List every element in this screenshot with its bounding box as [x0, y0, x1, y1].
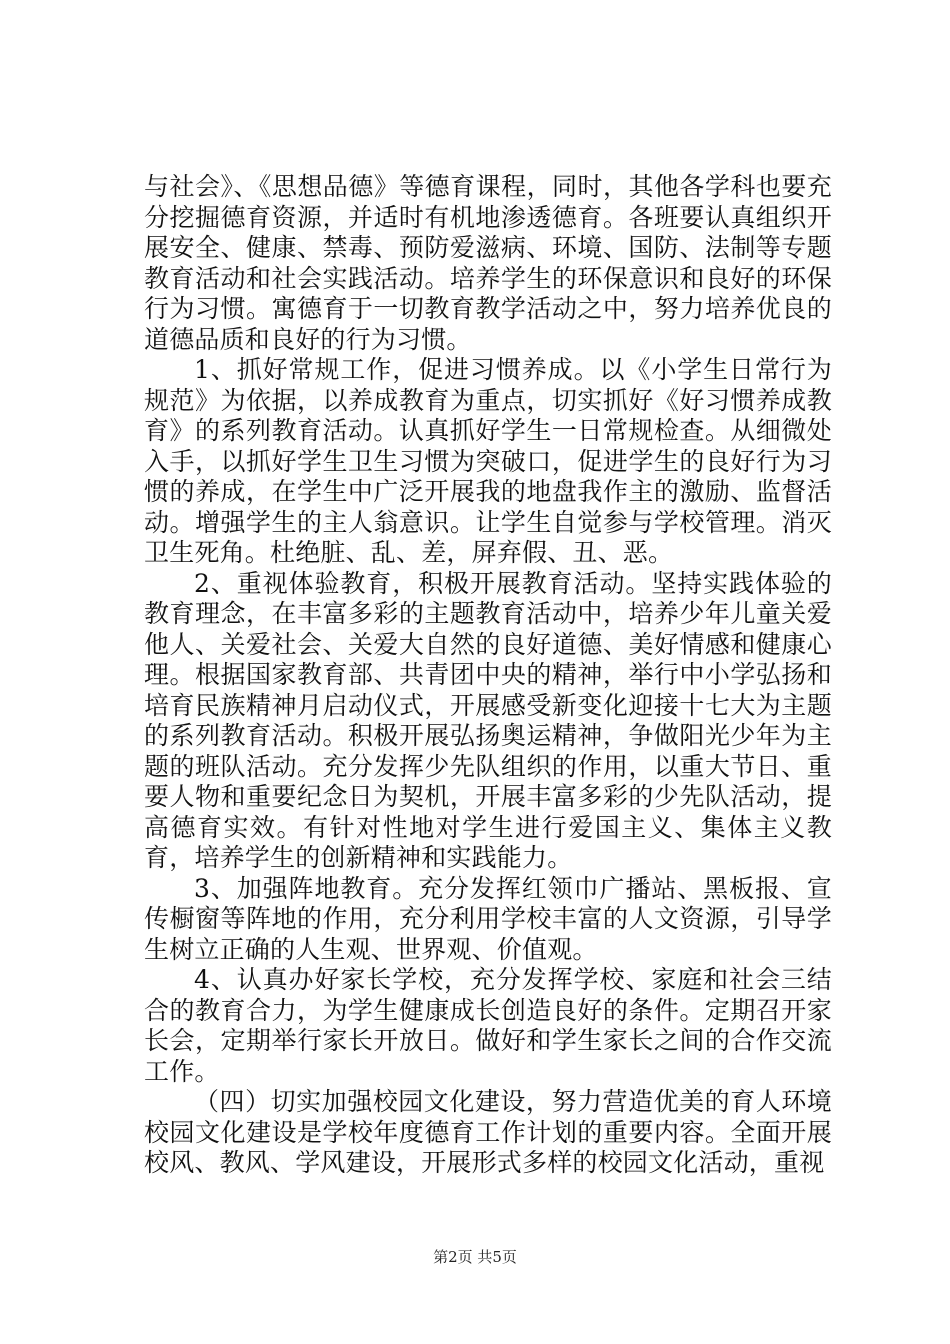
- paragraph-item-4: 4、认真办好家长学校，充分发挥学校、家庭和社会三结合的教育合力，为学生健康成长创造良好的条件。定期召开家长会，定期举行家长开放日。做好和学生家长之间的合作交流工作。: [144, 965, 832, 1086]
- paragraph-continuation: 与社会》、《思想品德》等德育课程，同时，其他各学科也要充分挖掘德育资源，并适时有机地渗透德育。各班要认真组织开展安全、健康、禁毒、预防爱滋病、环境、国防、法制等专题教育活动和社会实践活动。培养学生的环保意识和良好的环保行为习惯。寓德育于一切教育教学活动之中，努力培养优良的道德品质和良好的行为习惯。: [144, 172, 832, 354]
- paragraph-item-3: 3、加强阵地教育。充分发挥红领巾广播站、黑板报、宣传橱窗等阵地的作用，充分利用学校丰富的人文资源，引导学生树立正确的人生观、世界观、价值观。: [144, 873, 832, 964]
- paragraph-item-2: 2、重视体验教育，积极开展教育活动。坚持实践体验的教育理念，在丰富多彩的主题教育活动中，培养少年儿童关爱他人、关爱社会、关爱大自然的良好道德、美好情感和健康心理。根据国家教育部、共青团中央的精神，举行中小学弘扬和培育民族精神月启动仪式，开展感受新变化迎接十七大为主题的系列教育活动。积极开展弘扬奥运精神，争做阳光少年为主题的班队活动。充分发挥少先队组织的作用，以重大节日、重要人物和重要纪念日为契机，开展丰富多彩的少先队活动，提高德育实效。有针对性地对学生进行爱国主义、集体主义教育，培养学生的创新精神和实践能力。: [144, 568, 832, 872]
- document-body: [144, 172, 832, 1179]
- paragraph-section-4: （四）切实加强校园文化建设，努力营造优美的育人环境校园文化建设是学校年度德育工作计划的重要内容。全面开展校风、教风、学风建设，开展形式多样的校园文化活动，重视: [144, 1087, 832, 1177]
- paragraph-item-1: 1、抓好常规工作，促进习惯养成。以《小学生日常行为规范》为依据，以养成教育为重点，切实抓好《好习惯养成教育》的系列教育活动。认真抓好学生一日常规检查。从细微处入手，以抓好学生卫生习惯为突破口，促进学生的良好行为习惯的养成，在学生中广泛开展我的地盘我作主的激励、监督活动。增强学生的主人翁意识。让学生自觉参与学校管理。消灭卫生死角。杜绝脏、乱、差，屏弃假、丑、恶。: [144, 355, 832, 567]
- page-number-footer: 第2页 共5页: [433, 1248, 517, 1266]
